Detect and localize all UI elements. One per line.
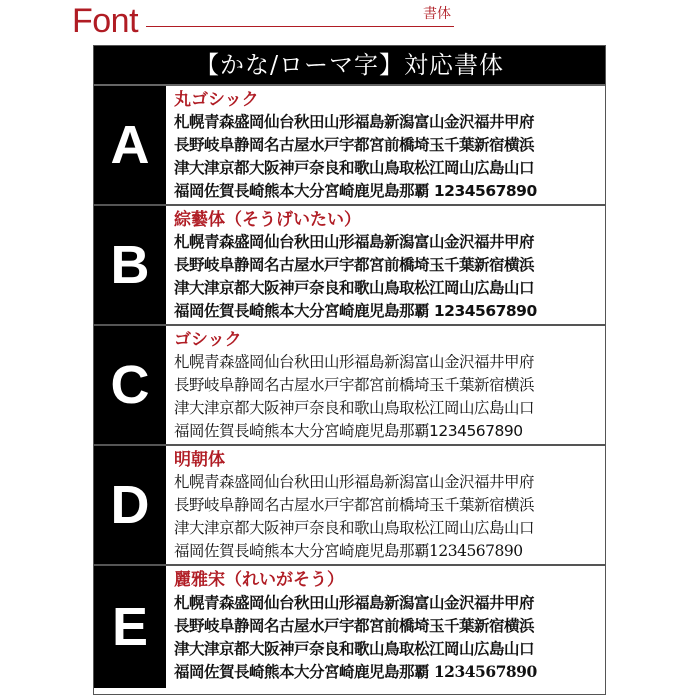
- sample-line: 長野岐阜静岡名古屋水戸宇都宮前橋埼玉千葉新宿横浜: [174, 376, 535, 394]
- font-sample: [166, 566, 605, 688]
- sample-line: 札幌青森盛岡仙台秋田山形福島新潟富山金沢福井甲府: [174, 233, 535, 251]
- sample-line: 札幌青森盛岡仙台秋田山形福島新潟富山金沢福井甲府: [174, 353, 535, 371]
- font-sample-table: [93, 45, 606, 695]
- font-letter: B: [94, 206, 166, 324]
- font-letter: A: [94, 86, 166, 204]
- font-sample: [166, 326, 605, 444]
- font-row-c: [94, 326, 605, 446]
- font-name: 丸ゴシック: [174, 90, 259, 110]
- sample-line: 福岡佐賀長崎熊本大分宮崎鹿児島那覇1234567890: [174, 542, 523, 560]
- sample-line: 津大津京都大阪神戸奈良和歌山鳥取松江岡山広島山口: [174, 519, 535, 537]
- font-name: 麗雅宋（れいがそう）: [174, 570, 344, 590]
- font-name: 綜藝体（そうげいたい）: [174, 210, 361, 230]
- font-letter: D: [94, 446, 166, 564]
- sample-line: 津大津京都大阪神戸奈良和歌山鳥取松江岡山広島山口: [174, 639, 535, 658]
- table-header: 【かな/ローマ字】対応書体: [94, 46, 605, 86]
- sample-line: 札幌青森盛岡仙台秋田山形福島新潟富山金沢福井甲府: [174, 113, 535, 131]
- font-row-e: [94, 566, 605, 688]
- font-name: 明朝体: [174, 450, 225, 470]
- sample-line: 津大津京都大阪神戸奈良和歌山鳥取松江岡山広島山口: [174, 279, 535, 297]
- font-row-a: [94, 86, 605, 206]
- font-row-b: [94, 206, 605, 326]
- sample-line: 札幌青森盛岡仙台秋田山形福島新潟富山金沢福井甲府: [174, 473, 535, 491]
- font-sample: [166, 86, 605, 204]
- page-title: Font: [72, 2, 139, 40]
- sample-line: 長野岐阜静岡名古屋水戸宇都宮前橋埼玉千葉新宿横浜: [174, 496, 535, 514]
- page-subtitle: 書体: [423, 6, 451, 22]
- sample-line: 福岡佐賀長崎熊本大分宮崎鹿児島那覇 1234567890: [174, 182, 537, 200]
- sample-line: 長野岐阜静岡名古屋水戸宇都宮前橋埼玉千葉新宿横浜: [174, 616, 535, 635]
- sample-line: 津大津京都大阪神戸奈良和歌山鳥取松江岡山広島山口: [174, 159, 535, 177]
- sample-line: 福岡佐賀長崎熊本大分宮崎鹿児島那覇 1234567890: [174, 302, 537, 320]
- sample-line: 福岡佐賀長崎熊本大分宮崎鹿児島那覇1234567890: [174, 422, 523, 440]
- title-rule: [146, 26, 454, 27]
- sample-line: 津大津京都大阪神戸奈良和歌山鳥取松江岡山広島山口: [174, 399, 535, 417]
- font-letter: E: [94, 566, 166, 688]
- font-sample: [166, 206, 605, 324]
- sample-line: 長野岐阜静岡名古屋水戸宇都宮前橋埼玉千葉新宿横浜: [174, 136, 535, 154]
- font-name: ゴシック: [174, 330, 242, 350]
- sample-line: 札幌青森盛岡仙台秋田山形福島新潟富山金沢福井甲府: [174, 593, 535, 612]
- sample-line: 長野岐阜静岡名古屋水戸宇都宮前橋埼玉千葉新宿横浜: [174, 256, 535, 274]
- sample-line: 福岡佐賀長崎熊本大分宮崎鹿児島那覇 1234567890: [174, 662, 537, 681]
- font-sample: [166, 446, 605, 564]
- font-row-d: [94, 446, 605, 566]
- font-letter: C: [94, 326, 166, 444]
